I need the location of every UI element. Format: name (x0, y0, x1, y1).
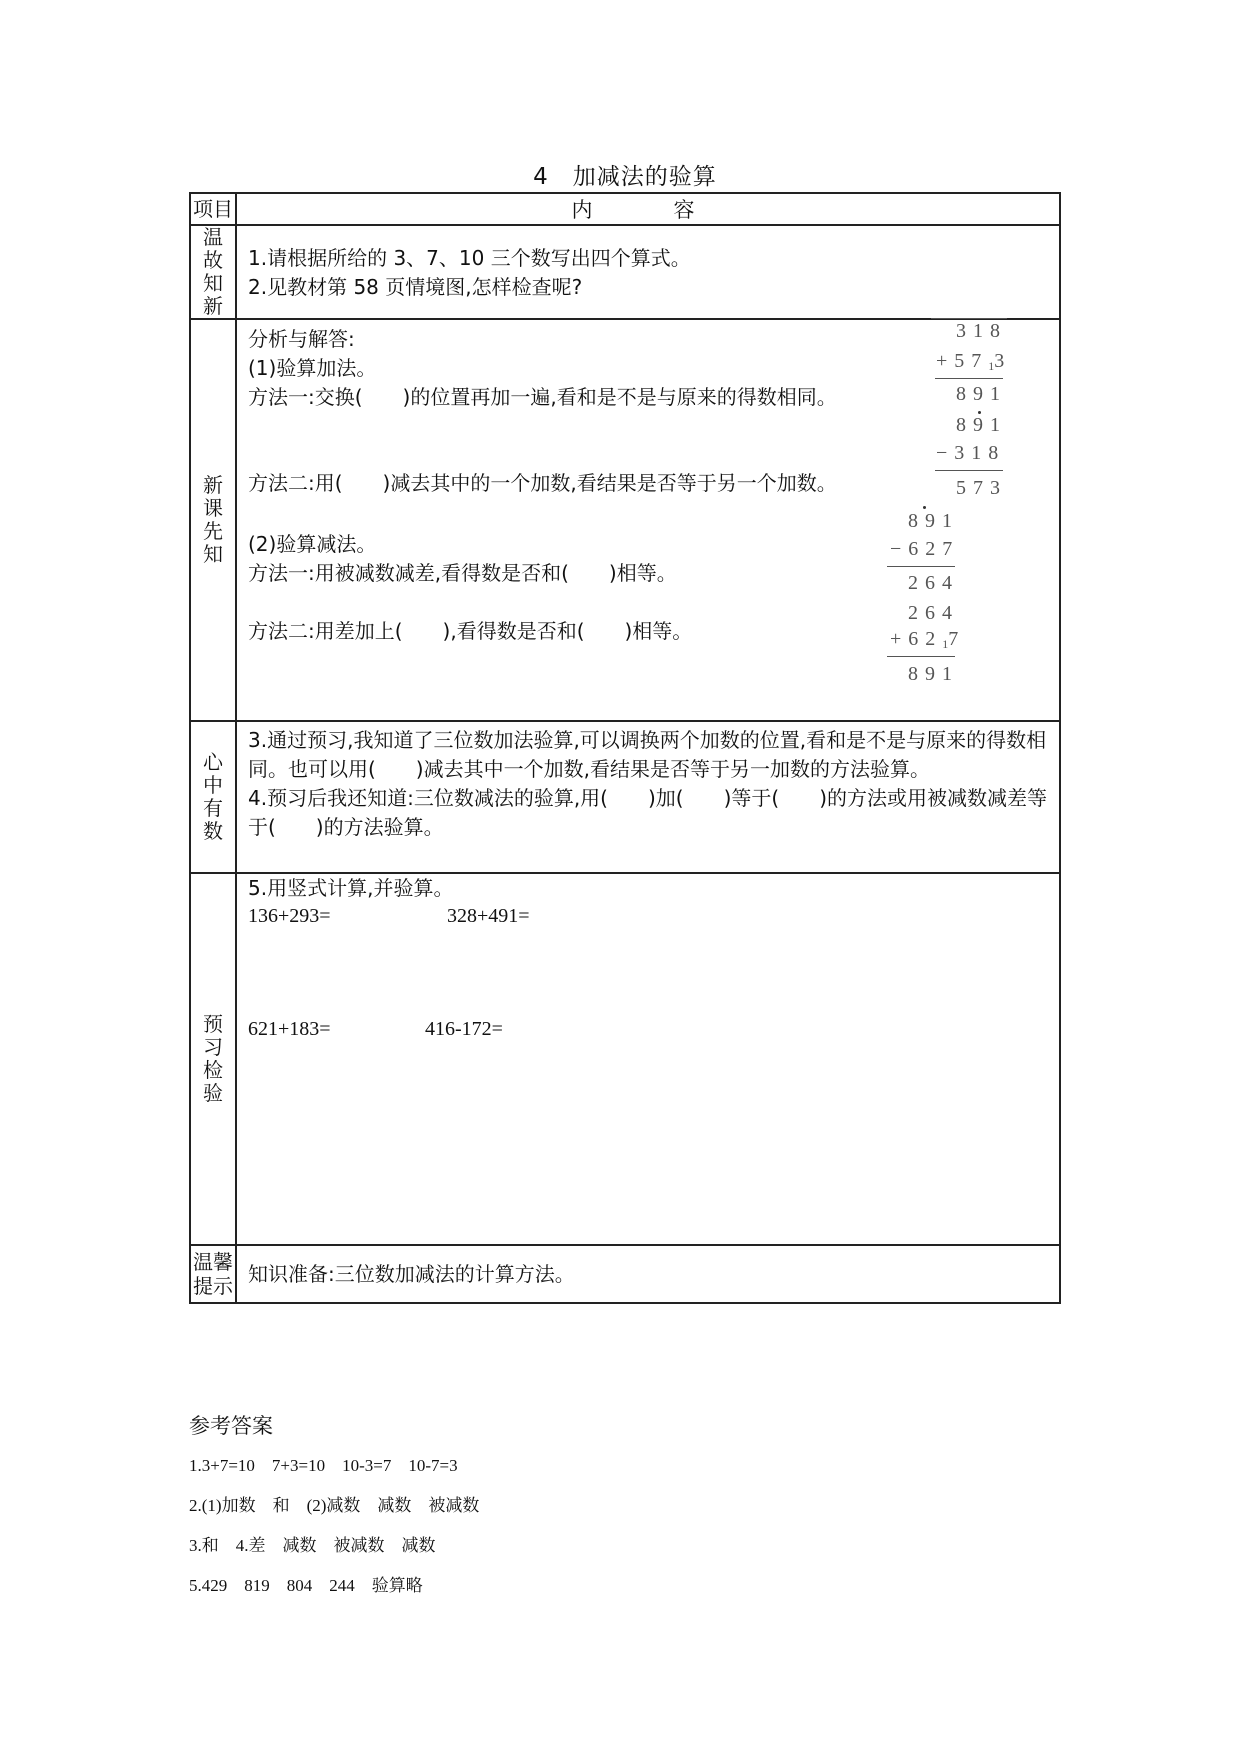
calc-add-operator: + (936, 350, 955, 372)
section-label-yuxi (190, 873, 236, 1245)
calc-addcheck-rule (935, 470, 1003, 471)
answer-line-4: 5.429 819 804 244 验算略 (189, 1576, 423, 1595)
calc-add-result: 891 (956, 383, 1007, 405)
calc-add-rule (935, 378, 1003, 379)
wengu-label: 温故知新 (203, 225, 223, 318)
xinzhong-paragraph-4: 4.预习后我还知道:三位数减法的验算,用( )加( )等于( )的方法或用被减数减差等于( )的方法验算。 (248, 786, 1047, 839)
section-label-xinzhong (190, 721, 236, 873)
calc-sub-rule (887, 566, 955, 567)
tishi-label: 温馨提示 (193, 1250, 233, 1298)
xinke-line-analysis: 分析与解答: (248, 327, 355, 351)
document-title: 4 加减法的验算 (533, 164, 717, 190)
yuxi-problem-2: 328+491= (447, 905, 530, 927)
calc-add-second-a: 57 (954, 350, 989, 372)
section-label-tishi (190, 1245, 236, 1303)
xinzhong-label: 心中有数 (203, 750, 223, 843)
calc-sub-second (890, 538, 959, 561)
calc-add-carry: 1 (988, 359, 995, 373)
calc-subcheck-second-a: 62 (908, 628, 943, 650)
worksheet-table (189, 192, 1061, 1304)
calc-subcheck-rule (887, 656, 955, 657)
section-content-wengu (236, 225, 1060, 319)
section-label-wengu (190, 225, 236, 319)
calc-subcheck-operator: + (890, 628, 909, 650)
xinke-line-sub-title: (2)验算减法。 (248, 532, 377, 556)
header-item-column (190, 193, 236, 225)
calc-sub-borrow-dot (923, 506, 926, 509)
calc-addcheck-top: 891 (956, 414, 1007, 436)
yuxi-problem-3: 621+183= (248, 1018, 331, 1040)
wengu-line-1: 1.请根据所给的 3、7、10 三个数写出四个算式。 (248, 246, 691, 270)
xinke-line-add-title: (1)验算加法。 (248, 356, 377, 380)
xinke-label: 新课先知 (203, 473, 223, 566)
section-content-tishi (236, 1245, 1060, 1303)
xinke-line-add-method1: 方法一:交换( )的位置再加一遍,看和是不是与原来的得数相同。 (248, 385, 837, 409)
calc-subcheck-top: 264 (908, 602, 959, 624)
calc-subcheck-carry: 1 (942, 637, 949, 651)
vertical-calc-subtraction (890, 510, 977, 720)
header-item-label: 项目 (193, 197, 233, 221)
yuxi-problem-1: 136+293= (248, 905, 331, 927)
calc-subcheck-result: 891 (908, 663, 959, 685)
calc-addcheck-operator: − (936, 442, 955, 464)
calc-sub-operator: − (890, 538, 909, 560)
xinke-line-sub-method1: 方法一:用被减数减差,看得数是否和( )相等。 (248, 561, 677, 585)
calc-add-top-border (931, 318, 1007, 319)
section-content-xinzhong (236, 721, 1060, 873)
calc-sub-result: 264 (908, 572, 959, 594)
yuxi-label: 预习检验 (203, 1012, 223, 1105)
section-label-xinke (190, 319, 236, 721)
answer-line-3: 3.和 4.差 减数 被减数 减数 (189, 1536, 436, 1555)
calc-add-top: 318 (956, 320, 1007, 342)
reference-answers (189, 1410, 479, 1606)
section-content-yuxi (236, 873, 1060, 1245)
yuxi-title: 5.用竖式计算,并验算。 (248, 876, 454, 900)
calc-add-second (936, 350, 1011, 374)
calc-add-second-b: 3 (994, 350, 1012, 372)
header-content-column: 内 容 (236, 193, 1060, 225)
wengu-line-2: 2.见教材第 58 页情境图,怎样检查呢? (248, 275, 583, 299)
calc-sub-top: 891 (908, 510, 959, 532)
xinzhong-paragraph-3: 3.通过预习,我知道了三位数加法验算,可以调换两个加数的位置,看和是不是与原来的得数相同。也可以用( )减去其中一个加数,看结果是否等于另一加数的方法验算。 (248, 728, 1047, 781)
answers-title: 参考答案 (189, 1414, 273, 1438)
xinke-line-sub-method2: 方法二:用差加上( ),看得数是否和( )相等。 (248, 619, 693, 643)
vertical-calc-addition (931, 320, 1011, 520)
calc-addcheck-result: 573 (956, 477, 1007, 499)
answer-line-2: 2.(1)加数 和 (2)减数 减数 被减数 (189, 1496, 480, 1515)
answer-line-1: 1.3+7=10 7+3=10 10-3=7 10-7=3 (189, 1456, 458, 1475)
calc-addcheck-second (936, 442, 1005, 465)
calc-sub-second-value: 627 (908, 538, 960, 560)
tishi-text: 知识准备:三位数加减法的计算方法。 (248, 1261, 575, 1286)
yuxi-problem-4: 416-172= (425, 1018, 503, 1040)
section-content-xinke (236, 319, 1060, 721)
xinke-line-add-method2: 方法二:用( )减去其中的一个加数,看结果是否等于另一个加数。 (248, 471, 837, 495)
calc-addcheck-second-value: 318 (954, 442, 1006, 464)
calc-subcheck-second (890, 628, 965, 652)
calc-subcheck-second-b: 7 (948, 628, 966, 650)
